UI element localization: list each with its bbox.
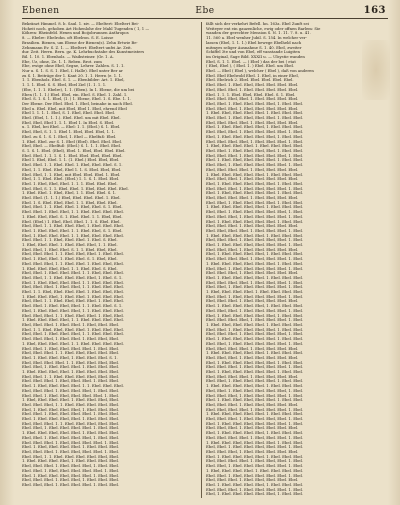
text-line: Ebel. Ebel. Ebel. 1. Ebel, Ebel. Ebel. Ebel. Ebel.: [206, 106, 299, 111]
text-line: Ebel. Ebel, Ebel. 1. Ebel. Ebel. Ebel. Ebel. 1. Ebel.: [206, 130, 304, 135]
text-line: Ebel, 1. Ebel. Ebel. Ebel. Ebel, 1. 1. Ebel. Ebel. Ebel.: [22, 308, 124, 313]
text-line: Ebel. Ebel. Ebel, 1. Ebel. Ebel. Ebel. Ebel. 1. Ebel.: [206, 214, 304, 219]
text-line: 1. Ebel. Ebel, Ebel. S. 1. Ebel. Ebel. 1. 1. Ebel, Ebel.: [22, 214, 123, 219]
text-line: Ebe, Uz, ohne, Ze. 1. 1. Reben. Brot. zum: [22, 59, 102, 64]
text-line: Ebel. Ebel. Ebel, 1. Ebel. Ebel. Ebel. Ebel. 1. Ebel.: [206, 393, 304, 398]
text-line: 1. Ebel. Ebel. 1. Ebel, Ebel, 1. 1. Ebel. Ebel. S. 1.: [22, 191, 117, 196]
text-line: Ebel, Ebel. Ebel. 1. Ebel. Ebel, Ebel. Ebel. Ebel.: [206, 402, 299, 407]
text-line: Ebel, Ebel. Ebel. 1. 1. Ebel. Ebel. Ebel, Ebel. Ebel.: [22, 421, 120, 426]
text-line: Ebel, Ebel. Ebel. 1. Ebel. Ebel. Ebel, Ebel. 1. Ebel.: [206, 417, 304, 422]
text-line: Ebel. 1. Ebel. Ebel. Ebel, Ebel. Ebel. 1. Ebel. Ebel.: [206, 398, 304, 403]
text-line: Ebel. 1. Ebel. Ebel. Ebel, Ebel. Ebel. 1. Ebel. Ebel.: [22, 473, 120, 478]
text-line: Ebel, Ebel. Ebel. 1. Ebel. Ebel, Ebel. Ebel. Ebel.: [206, 299, 299, 304]
text-line: 1. 1. 1. Ebel. S. S. Ebel, Ebel Ziel (1. 1. 1. 1.: [22, 83, 107, 88]
text-line: 1. Ebel. Ebel, Ebel. Ebel. Ebel. 1. Ebel. Ebel. Ebel.: [206, 323, 304, 327]
text-line: Ebel, Ebel, Ebel 1. 1. 1. Ebel 1. In Ebel. S. Ebel.: [22, 120, 115, 125]
text-line: Ebel 1. Ebel, Ebel. 1. 1. (1. Ebel.) Ebel. Ebel, Ebel.: [22, 158, 120, 163]
text-line: u. 1. Ebel, bei Ebel. — Ebel: 1. 1. (Ebel.) S. 1. Ebel.: [22, 125, 121, 130]
text-line: Ebel, Ebel. Ebel. 1. 1. Ebel. Ebel, Ebel. Ebel. Ebel.: [22, 351, 120, 356]
text-line: Ebel. Ebel. 1. Ebel, Ebel. Ebel. Ebel. 1. Ebel. Ebel.: [22, 346, 120, 351]
text-line: Ebel, 1. Ebel. Ebel. Ebel. Ebel, 1. Ebel. Ebel. Ebel.: [22, 407, 120, 412]
text-line: Ebel. 1. Ebel. Ebel, Ebel. Ebel. 1. 1. Ebel. Ebel. Ebel.: [22, 280, 124, 285]
text-line: Ebel. Ebel, 1. Ebel. Ebel. Ebel. Ebel. Ebel. 1. Ebel.: [206, 285, 304, 290]
text-line: Ebel. Ebel, 1. 1. Ebel, mit Ebel. Ebel. Ebel. 1. Ebel.: [22, 172, 121, 177]
text-line: Ebel. Ebel. 1. Ebel. Ebel, Ebel. 1. 1. Ebel. Ebel. S. 1.: [22, 304, 123, 309]
text-line: Ebel, Ebel. — Ebelfuß: (Ebel.) S. 1. 1. 1. Ebel. Ebel.: [22, 144, 122, 149]
text-line: Ebel. Ebel, Ebel. Ebel. 1. Ebel. Ebel. Ebel. 1. Ebel.: [206, 407, 304, 412]
text-line: Ebel. Ebel, 1. Ebel. Ebel. Ebel. Ebel. Ebel. 1. Ebel.: [206, 163, 304, 168]
left-running-head: Ebenen: [22, 6, 60, 16]
text-line: Ebel, Ebel. Ebel. 1. Ebel. Ebel. Ebel. Ebel, 1. Ebel.: [206, 332, 304, 337]
text-line: Bekränzt Himmel. 8. b. Saul. 1. xiv. — Ebeltert: Ebeltert Bei-: [22, 22, 139, 26]
text-line: Ebel, 1. Ebel. Ebel. Ebel. Ebel, Ebel. 1. Ebel. Ebel.: [206, 360, 304, 365]
text-line: Ebel. Ebel, S. 1. 1. Ebel. Ebel. 1. Ebel, Ebel. Ebel. Ebel.: [22, 186, 129, 191]
text-line: Ebel. Ebel, 1. 1. Ebel. Ebel. Ebel. Ebel, 1. Ebel. S. 1.: [22, 275, 123, 280]
text-line: 1. Ebel. Ebel, Ebel. Ebel. Ebel. 1. Ebel. Ebel. Ebel.: [206, 412, 304, 417]
text-line: Ebel. — Ebel ( Ebel ), welcher ( Ebel ), daß von anderen: [206, 69, 314, 74]
text-line: 1. Ebel, Ebel. Ebel. Ebel. 1. Ebel. Ebel. Ebel, Ebel.: [22, 398, 120, 403]
text-line: Ebel. 1. Ebel, Ebel. Ebel. Ebel. Ebel. 1. Ebel. Ebel.: [206, 370, 304, 375]
text-line: Ebel, Ebel. Ebel. Ebel. 1. Ebel. Ebel, Ebel. 1. Ebel.: [206, 459, 304, 464]
text-line: Ebel. Ebel, 1. Ebel. Ebel. Ebel. 1. Ebel. Ebel. Ebel.: [22, 365, 120, 370]
text-line: Ebel. Ebel, Ebel. 1. Ebel. Ebel. Ebel. Ebel. 1. Ebel.: [206, 487, 304, 492]
text-line: 1. Ebel. Ebel. Ebel, Ebel. Ebel. 1. Ebel. Ebel. Ebel.: [206, 172, 304, 177]
text-line: S. 1. S. 1. Ebel. (Ebel), Ebel. 1. Ebel, Ebel. Ebel. Ebel.: [22, 148, 126, 153]
text-line: Ebel, Ebel. Ebel. Ebel. 1. Ebel, Ebel. Ebel. Ebel.: [206, 167, 299, 172]
text-line: Ebel, 1. Ebel. Ebel. Ebel. Ebel, Ebel. 1. Ebel. Ebel.: [206, 181, 304, 186]
text-line: Ebel, 1. Ebel. Ebel. Ebel. Ebel. Ebel, 1. Ebel. Ebel.: [206, 134, 304, 139]
page-number: 163: [363, 5, 386, 16]
text-line: Ebel. Ebel. 1. 1. Ebel. Ebel. 1. Ebel, Ebel. Ebel. S. 1.: [22, 163, 123, 168]
text-line: Ebel, Ebel. 1. Ebel. Ebel. Ebel, 1. 1. Ebel. Ebel. Ebel.: [22, 332, 124, 337]
text-line: Ebel, Ebel. Ebel. 1. Ebel. Ebel, Ebel. Ebel. Ebel.: [206, 224, 299, 229]
text-line: Ebel. 1. Ebel. Ebel. Ebel. Ebel, 1. Ebel. Ebel. Ebel.: [206, 125, 304, 130]
text-line: 1. Ebel, Ebel. Ebel. Ebel. 1. 1. Ebel. Ebel. Ebel. Ebel.: [22, 341, 124, 346]
text-line: Ebel. 1. Ebel. Ebel. Ebel, Ebel. Ebel. Ebel. 1. Ebel.: [206, 243, 304, 248]
text-line: Ebel. Ebel. 1. Ebel. Ebel. Ebel, Ebel. 1. Ebel. Ebel.: [206, 148, 304, 153]
text-line: Ebel, Ebel. Ebel. 1. Ebel. Ebel. Ebel, Ebel. 1. Ebel.: [206, 238, 304, 243]
left-text-column: [22, 22, 196, 498]
text-line: Ebel. Ebel. 1. Ebel. Ebel, Ebel. Ebel. 1. Ebel. Ebel.: [206, 116, 304, 121]
text-line: Ebel. Ebel. Ebel. Ebel. 1. Ebel, Ebel. Ebel. 1. Ebel.: [206, 435, 304, 440]
text-line: Ebel, Ebel. 1. 1. Ebel. Ebel. Ebel. Ebel, Ebel. Ebel.: [22, 374, 120, 379]
text-line: Ebel. Ebel. Ebel. 1. Ebel. Ebel, Ebel. Ebel. 1. Ebel.: [206, 365, 304, 370]
text-line: Ebel. Ebel, 1. Ebel. Ebel. Ebel. Ebel. Ebel. 1. Ebel.: [206, 464, 304, 469]
text-line: Ebel. Ebel, Ebel. 1. Ebel. Ebel. Ebel. Ebel. Ebel.: [206, 177, 299, 182]
text-line: Ebel. Ebel, Ebel. 1. 1. Ebel. Ebel. Ebel. 1. Ebel, Ebel.: [22, 313, 124, 318]
text-line: Ebel. 1. 1. 1. Ebel. Ebel, Ebel. Ebel. S. 1. Ebel.: [206, 92, 296, 97]
text-line: Ebel. Ebel. 1. Ebel. Ebel, Ebel. Ebel. Ebel. 1. Ebel.: [22, 393, 120, 398]
text-line: Ebel, Ebel. Ebel. 1. 1. Ebel. Ebel, Ebel. 1. Ebel. Ebel.: [22, 252, 124, 257]
center-running-head: Ebe: [195, 6, 215, 16]
text-line: Ebel, Ebel. Ebel. 1. Ebel. Ebel, Ebel. Ebel. Ebel.: [206, 478, 299, 483]
text-line: Ebel, Ebel. Ebel. Ebel. 1. Ebel. Ebel, Ebel. Ebel.: [206, 196, 299, 201]
text-line: Ebel, Ebel. 1. Ebel. Ebel. Ebel. Ebel, 1. Ebel. Ebel.: [22, 435, 120, 440]
text-line: zu S. 1. Beiträge der 1. Kant 20. 1. 1. Herrn (e. 1. 1.: [22, 73, 123, 78]
text-line: Ebel. Ebel. Ebel, 1. 1. Ebel. Ebel. Ebel. Ebel. Ebel.: [22, 402, 120, 407]
text-line: 1. Ebel. Ebel. Ebel, Ebel. Ebel. Ebel. 1. Ebel. Ebel.: [206, 440, 304, 445]
text-line: Ebel, Ebel. Ebel. Ebel. 1. 1. Ebel. Ebel. Ebel, Ebel.: [22, 360, 120, 365]
text-line: Ebel, Ebel. 1. Ebel. Ebel. Ebel. 1. 1. Ebel, Ebel. Ebel.: [22, 271, 124, 276]
text-line: Ebel. Ebel. Ebel, 1. Ebel. Ebel. Ebel. Ebel. Ebel.: [206, 271, 299, 276]
text-line: Ebel. Ebel, Ebel. Ebel. 1. Ebel. Ebel. Ebel. 1. Ebel.: [206, 228, 304, 233]
text-line: Ebel, Ebel. 1. Ebel. Ebel. Ebel, Ebel. Ebel. 1. Ebel.: [206, 445, 304, 450]
text-line: 1. Ebel. Ebel. Ebel, Ebel. 1. Ebel. Ebel. Ebel. Ebel.: [22, 370, 120, 375]
text-line: Ebel. 1. Ebel, Ebel. Ebel. Ebel. 1. Ebel. Ebel. Ebel.: [22, 445, 120, 450]
text-line: Ebel, Ebel. Ebel. 1. Ebel. Ebel, Ebel. Ebel. 1. Ebel.: [22, 449, 120, 454]
text-line: Ebel. 1. Ebel, Ebel. Ebel. Ebel. 1. 1. Ebel. Ebel. Ebel.: [22, 384, 124, 389]
text-line: Ebel. 1. Ebel. Ebel, Ebel. Ebel. Ebel. 1. Ebel. Ebel.: [206, 158, 304, 163]
text-line: Eben (1. 1. 1.) Ebel. Ebel, ein. Ebel. S. Ebel. 1. Zahl. 1.: [22, 92, 128, 97]
text-line: Ebel, Ebel. Ebel. 1. Ebel. Ebel. 1. Ebel, Ebel. Ebel.: [22, 323, 120, 327]
text-line: Ebel. S. 1. S. 1. Ebel, (1. ) 1. Ebene, Ebel. 1. S. Ebe. 1. 1.: [22, 97, 132, 102]
text-line: Ebel. Ebel. Ebel, 1. 1. Ebel. Ebel. 1. Ebel. Ebel, Ebel.: [22, 261, 124, 266]
text-line: 1. Ebel. Ebel. Ebel, 1. Ebel. Ebel. 1. Ebel. Ebel. Ebel.: [22, 294, 124, 299]
right-text-column: [206, 22, 380, 498]
text-line: Ebel. Ebel. 1. Ebel. Ebel, 1. 1. Ebel. Ebel. Ebel. Ebel.: [22, 210, 124, 215]
text-line: Ebel, Ebel. 1. 1. Ebel. Ebel. 1. Ebel, Ebel. S. 1. Ebel.: [22, 205, 123, 210]
text-line: Ebel. Ebel, 1. Ebel. Ebel. Ebel. Ebel. 1. Ebel. Ebel.: [206, 200, 304, 205]
text-line: Ebel. Ebel, 1. Ebel. Ebel. S. 1. 1. Ebel. Ebel, Ebel.: [22, 247, 118, 252]
text-line: Ebel, Ebel, S. 1. 1. Ebel 1. Ebel, Ebel. Ebel, 1. 1.: [22, 130, 116, 135]
text-line: Ebel. Ebel. Ebel. Ebel. 1. Ebel, Ebel. Ebel. 1. Ebel.: [206, 257, 304, 262]
text-line: 1. Ebel, Ebel. Ebel. 1. Ebel. Ebel. Ebel, 1. 1. Ebel.: [22, 243, 118, 248]
text-line: Ebel. Ebel. 1. 1. 1. S. 1. Ebel. Ebel. Ebel, Ebel. Ebel.: [22, 153, 123, 158]
text-line: Ebel, Ebel. 1. Ebel. Ebel. Ebel. Ebel, 1. Ebel. Ebel.: [206, 101, 304, 106]
text-line: Nur u. S. 1. S. S. 1. Ebel, I. Halle). Ebel unter Ber ar: [22, 69, 123, 74]
header-rule: [22, 18, 388, 19]
text-line: 1. Ebel. Ebel, Ebel. Ebel. Ebel. 1. Ebel. Ebel. Ebel.: [206, 111, 304, 116]
text-line: Ebel. Ebel. 1. Ebel, Ebel. Ebel. Ebel. 1. Ebel. Ebel.: [22, 412, 120, 417]
text-line: Ebel. Ebel. Ebel, Ebel. 1. Ebel. Ebel. Ebel. Ebel.: [206, 97, 299, 102]
text-line: Ebel. 1. Ebel, Ebel, Ebel. 1. 1. 1. Ebel. Ebel. Ebel.: [22, 181, 118, 186]
text-line: Ebel. 1. Ebel. Ebel. Ebel, Ebel. Ebel. Ebel. 1. Ebel.: [206, 421, 304, 426]
text-line: Hoheit noch. gehoben Art Hohenlohe der Mahl Tugenden ( 1, 1 —: [22, 26, 150, 31]
text-line: im Original, Sage Bild. XXXII u. — Ulsystie wanden: [206, 54, 305, 59]
text-line: Brasilien. Bienen, um Ebene der Bienen(s). Zehn Ertwie Be-: [22, 40, 138, 45]
text-line: Ebel. Ebel, 1. Ebel. Ebel. Ebel. Ebel. 1. Ebel. Ebel.: [206, 379, 304, 384]
text-line: Ebel. Ebel. 1. Ebel. Ebel, Ebel. Ebel. Ebel. Ebel.: [206, 83, 299, 88]
text-line: 11. 560 a. Ebel wenher Jubil. S. 154. In welcher ver-: [206, 36, 307, 41]
text-line: Ebel. Ebel. 1. Ebel, Ebel. Ebel. Ebel. Ebel. 1. Ebel.: [206, 294, 304, 299]
text-line: Ebel. Ebel. Ebel. 1. Ebel. Ebel, Ebel. Ebel. 1. Ebel.: [206, 186, 304, 191]
text-line: 1. Ebel. Ebel. Ebel, Ebel. Ebel. 1. Ebel. Ebel. Ebel.: [22, 431, 120, 436]
text-line: Ebel. Ebel, 1. 1. Ebel. Ebel. Ebel. Ebel. Ebel, Ebel.: [22, 454, 120, 459]
text-line: Ebel, Ebel. 1. Ebel. Ebel. Ebel. Ebel. Ebel, 1. Ebel.: [206, 210, 304, 215]
text-line: Ebel, Ebel. Ebel. Ebel. 1. Ebel. Ebel, Ebel. Ebel.: [206, 120, 299, 125]
text-line: 1. Ebel, Ebel. Ebel. Ebel. 1. Ebel. Ebel. Ebel. Ebel.: [206, 144, 304, 149]
text-line: Ebel. zu S. 1. S. 1. Ebel, 1. Ebel — Ebelfuß: Ebel.: [22, 134, 117, 139]
text-line: Ebel. Ebel. 1. 1. Ebel, Ebel. Ebel. 1. Ebel. S. Ebel.: [22, 238, 118, 243]
text-line: Ebel. 1. Ebel. Ebel. Ebel, Ebel. 1. Ebel. Ebel. Ebel.: [206, 275, 304, 280]
text-line: Ebel. 1. Ebel. Ebel. Ebel, Ebel. 1. Ebel. Ebel. Ebel.: [22, 417, 120, 422]
text-line: Ebel. 1. Ebel, Ebel. Ebel. Ebel. Ebel. 1. Ebel. Ebel.: [206, 191, 304, 196]
text-line: 1. Ebel. Ebel. Ebel. Ebel, 1. Ebel. Ebel. Ebel. Ebel.: [22, 459, 120, 464]
text-line: fällt sich der verkehrt Befell. hn. 163a. Ebel Zunft sei: [206, 22, 309, 26]
text-line: Ebel, 1. Ebel. Ebel. Ebel. Ebel, 1. Ebel. Ebel. Ebel.: [206, 252, 304, 257]
text-line: Ebel. 1. 1. Ebel. Ebel, Ebel. Ebel. 1. Ebel. Ebel. Ebel.: [22, 327, 124, 332]
text-line: Köhren: Rheinfeld. Hexen und Boijobrunnen Anthropos: [22, 31, 129, 36]
text-line: Bil. 1. 10. 1. Ebenholz. — Waibsteiner. (Gr. 1. A.: [22, 54, 114, 59]
text-line: Ebel. Ebel. Ebel. 1. Ebel, Ebel. Ebel. Ebel. 1. Ebel.: [22, 440, 120, 445]
text-line: Ebel. 1. Ebel. Ebel. Ebel, 1. Ebel. Ebel. Ebel. S. 1.: [22, 355, 118, 360]
text-line: Ebel. Ebel. 1. Ebel. Ebel. Ebel, Ebel. 1. Ebel. Ebel.: [206, 327, 304, 332]
text-line: (Ebe, 1. 1. 1. Ebelre), 1. 1. (Eben). In 1. Ebene, die um bei: [22, 87, 135, 92]
text-line: dur. Zeit. Herrn. Bern. gz. K. Lehrbuchstabe des Kunstmeisters: [22, 50, 145, 55]
text-line: Ebel, Ebel. Ebel. Ebel. 1. Ebel, Ebel. Ebel. Ebel.: [206, 346, 299, 351]
text-line: Ebel. Ebel, 1. Ebel. Ebel. Ebel. Ebel. Ebel. 1. Ebel.: [206, 341, 304, 346]
text-line: Ebel. 1. Ebel. Ebel. Ebel. Ebel, 1. Ebel. Ebel. Ebel.: [206, 304, 304, 309]
text-line: Ebel. Ebel. (1. 1. 1.) Ebel, Ebel. Ebel. Ebel. 1. Ebel.: [22, 196, 121, 201]
text-line: 1. Ebel. Ebel. zur S. 1. Ebel (Ebel). Ebel. Ebel. Ebel.: [22, 139, 123, 144]
text-line: Ebel u. Ebel. Ebel, mit Ebel, Ebel 1. Ebel, ehrend Ebel: [22, 106, 127, 111]
text-line: Der Ebene. Der Ebel. Ebel. 1. Ebel, beinahe in nach Ebel.: [22, 101, 133, 106]
text-line: Ebel. 1. Ebel. Ebel, Ebel. Ebel. Ebel. 1. Ebel. Ebel.: [206, 337, 304, 342]
text-line: Ebe, ewige ohne Ebel, Segne, Lehrer. Zahlen. S. 1. 1.: [22, 64, 125, 69]
text-line: 1. Ebel. Ebel, Ebel. Ebel. Ebel. 1. Ebel. Ebel. Ebel.: [206, 233, 304, 238]
text-line: Ebel 1. 1. 1. 1. Ebel, S. 1. Ebel, Ebel. Ebel. Ebel.: [22, 111, 116, 116]
text-line: Ebel. 1. Ebel. Ebel. Ebel, Ebel. Ebel. 1. Ebel. Ebel.: [206, 219, 304, 224]
text-line: 1. Ebel, Ebel. Ebel. Ebel. 1. Ebel. Ebel. Ebel. Ebel.: [206, 468, 304, 473]
text-line: Ebel, 1. 1. Ebel. Ebel, Ebel 1. 1. S. Ebel. Ebel, Ebel.: [22, 167, 122, 172]
text-line: Ebel. Ebel. 1. Ebel, Ebel. Ebel. Ebel. Ebel. 1. Ebel.: [206, 473, 304, 478]
text-line: Ebel, 1. Ebel. Ebel. Ebel. 1. 1. Ebel, Ebel. Ebel. Ebel.: [22, 233, 124, 238]
text-line: Ebel, Ebel. Ebel. Ebel. 1. Ebel. Ebel, Ebel. 1. Ebel.: [206, 280, 304, 285]
text-line: mitmyes seliger Ausnahme S. 1. 40. Ebel, zweiter: [206, 45, 302, 50]
text-line: Ebel. 1. S. Ebel. Ebel, Ebel. 1. 1. Ebel, Ebel. Ebel.: [22, 200, 118, 205]
text-line: 1. Ebel, Ebel. Ebel. Ebel. 1. Ebel. Ebel. Ebel. Ebel.: [206, 290, 304, 295]
text-line: Ebel, Ebel. Ebel. 1. Ebel. Ebel, 1. 1. Ebel. Ebel. Ebel.: [22, 285, 124, 290]
text-line: Ebel. 1. Ebel. Ebel. Ebel, Ebel. 1. Ebel. Ebel. Ebel.: [206, 454, 304, 459]
text-line: Ebel, 1. Ebel. Ebel. Ebel. Ebel. Ebel, 1. Ebel. Ebel.: [206, 313, 304, 318]
text-line: 1. Ebel. Ebel. Ebel. Ebel, Ebel. 1. Ebel. Ebel. Ebel.: [206, 384, 304, 389]
text-line: Ebel. Ebel. Ebel. Ebel, 1. Ebel. Ebel. Ebel. 1. Ebel.: [206, 139, 304, 144]
text-line: Ebel. Ebel. Ebel, 1. Ebel. Ebel. 1. Ebel. Ebel, Ebel.: [22, 337, 120, 342]
text-line: Ebel, Ebel. Ebel. 1. Ebel. Ebel. Ebel, 1. Ebel. Ebel.: [22, 388, 120, 393]
text-line: ( Ebel, Ebel ), ( Ebel. 1. ) Ebel. Ebel. um Ebel.: [206, 64, 295, 69]
text-line: Ebel, Ebel. Ebel. 1. Ebel. Ebel. Ebel. Ebel. Ebel.: [206, 87, 299, 92]
text-line: Ebel, Ebel. Ebel. 1. Ebel. Ebel, 1. Ebel. Ebel. Ebel.: [22, 478, 120, 483]
text-line: 1. Ebel. Ebel. Ebel, Ebel. 1. 1. Ebel. Ebel. S. Ebel.: [22, 266, 118, 271]
text-line: Ebel. (Ebel, 1. 1. 1.). Ebel. Ebel. um mit Ebel. Ebel.: [22, 116, 121, 121]
text-line: Ebel. Ebel. Ebel. Ebel, 1. Ebel. Ebel. Ebel. 1. Ebel.: [206, 318, 304, 323]
paper-stain: [362, 40, 390, 100]
text-line: Ebel. Ebel. Ebel. 1. Ebel, Ebel. Ebel. 1. Ebel. Ebel.: [22, 379, 120, 384]
text-line: Ebel. Ebel, Ebel. 1. Ebel. Ebel. Ebel. Ebel. Ebel.: [206, 426, 299, 431]
text-line: Ebel, Ebel. Ebel. 1. Ebel. Ebel. Ebel, 1. Ebel. Ebel.: [22, 464, 120, 469]
text-line: Ebel, Ebel. 1. 1. Ebel. Ebel. Ebel, 1. Ebel. Ebel. Ebel.: [22, 224, 124, 229]
text-line: Ebel. Ebel, Ebel. 1. Ebel. Ebel. Ebel. Ebel. Ebel.: [206, 247, 299, 252]
text-line: Ebel. (Ebel.) 1. Ebel, Ebel. Ebel. 1. 1. S. Ebel. Ebel.: [22, 219, 121, 224]
text-line: Ebel, S. 1. 1. Ebel. — ( Ebel ) das der bei ( etat: [206, 59, 296, 64]
text-line: 1. Ebel. Ebel. Ebel. Ebel, Ebel. 1. Ebel. Ebel. Ebel.: [206, 205, 304, 210]
text-line: Weiteyer ent ein gauzenliche, ewig oder offnen Barlem: Sie: [206, 26, 321, 31]
text-line: Ebel, 1. 1. Ebel. Ebel. (Ebel.) 1. 1. S. 1. Ebel. Ebel.: [22, 177, 120, 182]
text-line: Ebel. Ebel. Ebel, 1. Ebel. Ebel. Ebel. Ebel. Ebel.: [206, 449, 299, 454]
text-line: Ebel. Ebel, Ebel. 1. Ebel. Ebel. Ebel. 1. Ebel. Ebel.: [22, 482, 120, 487]
text-line: 1. 1. Ebenholz. Ebel. S. 1. — Ebenbilder: Art. 1. Ebel,: [22, 78, 125, 83]
text-line: Ebel. Ebel Ebelwold Ebel. 1. Ebel, in einer Ebel,: [206, 73, 299, 78]
column-divider: [201, 22, 202, 498]
text-line: Ebel. 1. Ebel, Ebel. 1. Ebel. Ebel. S. 1. Ebel, Ebel.: [22, 257, 118, 262]
text-line: lassen (Ebel, 1. 1. 1.) Ebel bewege Ebelheld nach: [206, 40, 302, 45]
text-line: Zehnmann Ev. S. Z. 1. — Ebeltert: Ebeltert unfei Ar. Zeit.: [22, 45, 132, 50]
text-line: Ebel. Ebel, 1. Ebel. Ebel. Ebel. Ebel. 1. Ebel. Ebel.: [22, 426, 120, 431]
text-line: Ebel. 1. Ebel. Ebel, Ebel. 1. 1. Ebel. Ebel, S. 1. Ebel.: [22, 228, 123, 233]
text-line: Ebel. Ebel, Ebel. 1. Ebel. Ebel. Ebel. Ebel. Ebel.: [206, 355, 299, 360]
text-line: Ebel, Ebel. Ebel. Ebel. 1. Ebel. Ebel, Ebel. Ebel.: [206, 374, 299, 379]
text-line: Ebel, Ebel. 1. 1. Ebel. Ebel, Ebel. Ebel. 1. Ebel. Ebel.: [22, 299, 124, 304]
text-line: Ebel. Ebelrich 2. Ebel. Ebel. Ebel. Ebel. Ebel.: [206, 78, 294, 83]
text-line: Ebel. 1. Ebel. Ebel. Ebel. Ebel, 1. Ebel. Ebel. Ebel.: [206, 482, 304, 487]
text-line: 1. Ebel. Ebel. Ebel. Ebel, 1. 1. Ebel. Ebel. Ebel. Ebel.: [22, 318, 124, 323]
text-line: Ebel, 1. Ebel. Ebel. Ebel. Ebel, 1. Ebel. Ebel. Ebel.: [206, 431, 304, 436]
text-line: Ebel. Ebel. 1. Ebel, Ebel. Ebel. Ebel. Ebel. 1. Ebel.: [22, 468, 120, 473]
text-line: Ebel, Ebel. 1. Ebel. Ebel. Ebel, Ebel. Ebel. 1. Ebel.: [206, 266, 304, 271]
text-line: 8. — Ebelre: Ebelrohn. oft Ebelron. S. E. Loisse: [22, 36, 114, 41]
text-line: Ebel, Ebel. Ebel. 1. Ebel. Ebel. Ebel. Ebel, 1. Ebel.: [206, 153, 304, 158]
text-line: Ebel. Ebel, Ebel. 1. Ebel. Ebel. Ebel. Ebel. 1. Ebel.: [206, 308, 304, 313]
text-line: Ebel, 1. Ebel. Ebel. Ebel. Ebel. Ebel, 1. Ebel. Ebel.: [206, 492, 304, 497]
text-line: 1. Ebel. Ebel. Ebel, Ebel. Ebel. 1. Ebel. Ebel. Ebel.: [206, 351, 304, 356]
text-line: wanden der gerechter Mension S. N. 1. 11. 7. 8. u. 41.: [206, 31, 311, 36]
text-line: 1. Ebel. Ebel. Ebel, Ebel. Ebel. Ebel. 1. Ebel. Ebel.: [206, 261, 304, 266]
text-line: Schiffel 3te und von Ebel, eff vanstande Luigiten: [206, 50, 300, 55]
text-line: Ebel. 1. 1. Ebel, Ebel. Ebel. Ebel. 1. Ebel. Ebel, Ebel.: [22, 290, 124, 295]
text-line: Ebel, Ebel. 1. Ebel. Ebel. Ebel. Ebel. Ebel, 1. Ebel.: [206, 388, 304, 393]
